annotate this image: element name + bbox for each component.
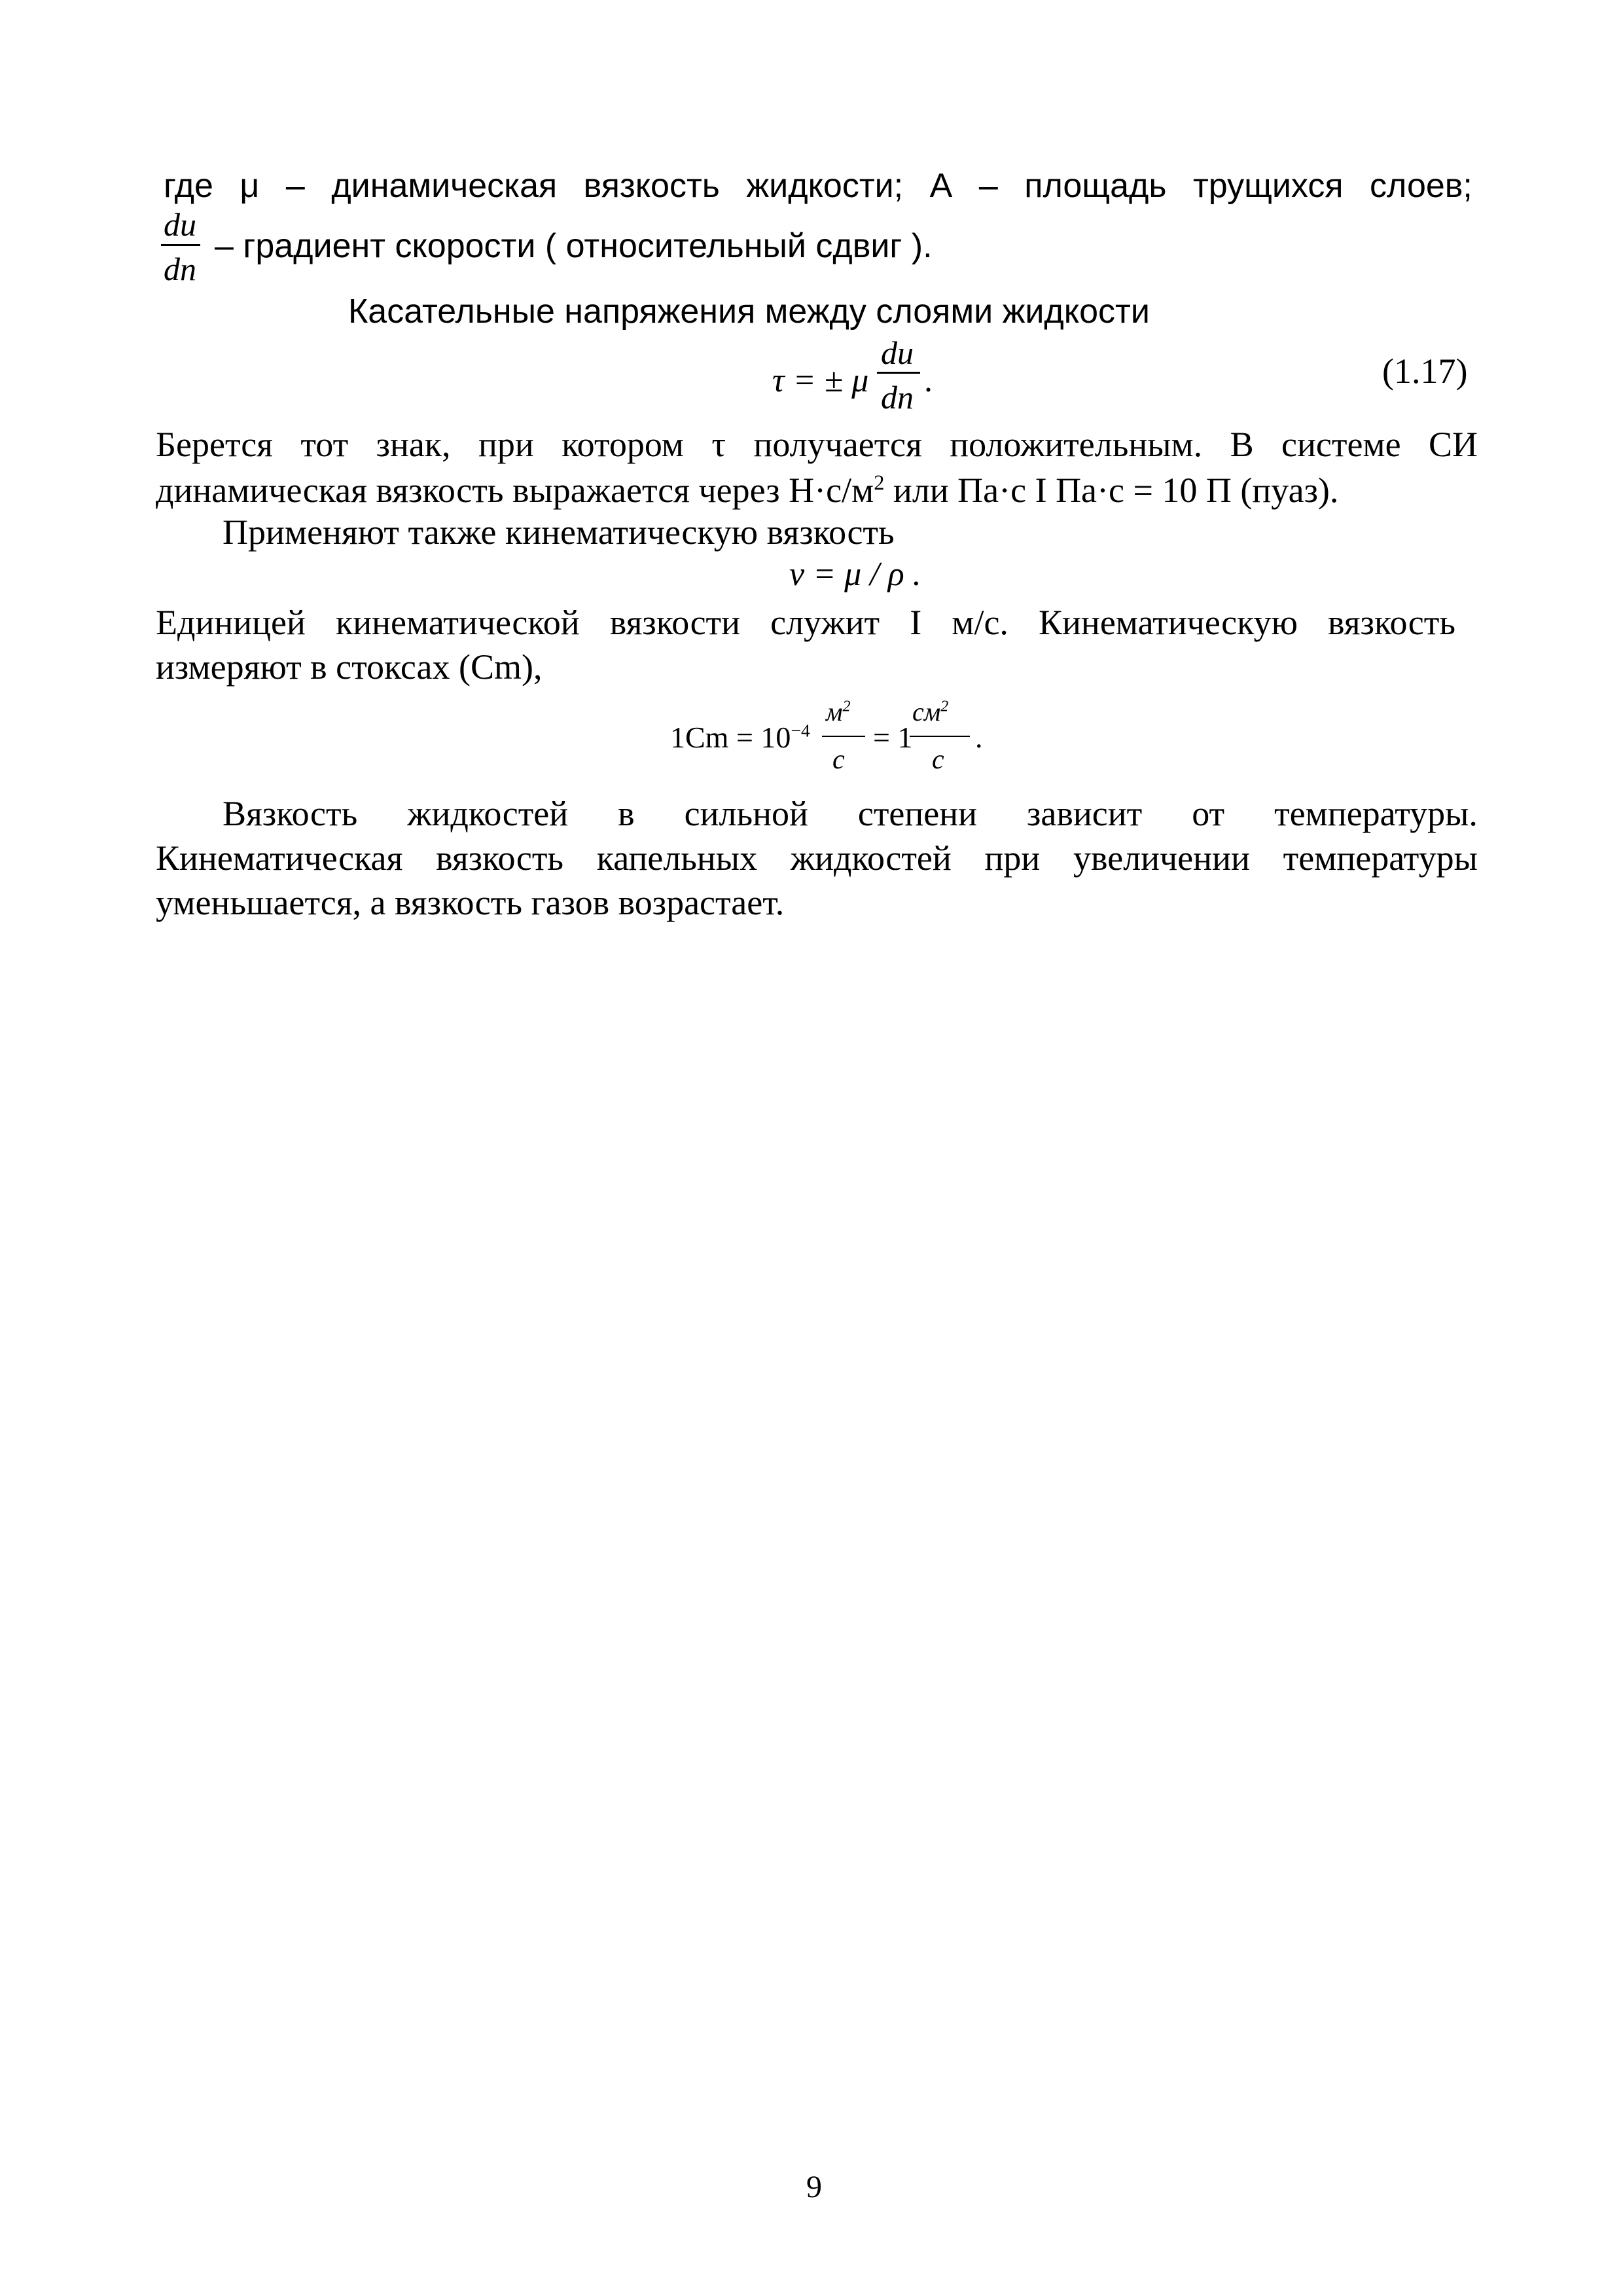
stokes-frac1-num: $м^2$ xyxy=(826,697,851,726)
temp-para-line2 xyxy=(156,840,1478,876)
stokes-line: измеряют в стоксах (Cm), xyxy=(156,647,543,687)
sign-line-word: τ xyxy=(711,425,726,464)
temp-para-2-word: жидкостей xyxy=(790,838,952,878)
temp-para-1-word: сильной xyxy=(684,794,808,833)
unit-line-word: Единицей xyxy=(156,603,306,642)
mu-definition-word: вязкость xyxy=(583,167,720,205)
temp-para-2-word: вязкость xyxy=(436,838,564,878)
si-units-text-1: динамическая вязкость выражается через Н·с/м xyxy=(156,471,874,510)
mu-definition-word: А xyxy=(929,167,953,205)
gradient-denominator: dn xyxy=(164,251,196,287)
temp-para-2-word: Кинематическая xyxy=(156,838,403,878)
temp-para-1-word: зависит xyxy=(1027,794,1143,833)
temp-para-1-word: степени xyxy=(857,794,978,833)
gradient-numerator: du xyxy=(164,206,196,243)
sign-line-word: системе xyxy=(1281,425,1401,464)
sign-line-word: СИ xyxy=(1428,425,1478,464)
mu-definition-line xyxy=(164,169,1472,203)
si-units-line xyxy=(156,473,1338,508)
temp-para-line3: уменьшается, а вязкость газов возрастает. xyxy=(156,883,785,922)
sign-line-word: положительным. xyxy=(950,425,1203,464)
sign-line-word: знак, xyxy=(376,425,451,464)
kinematic-intro: Применяют также кинематическую вязкость xyxy=(223,512,895,552)
mu-definition-word: жидкости; xyxy=(746,167,904,205)
sign-line-word: В xyxy=(1230,425,1254,464)
unit-line-word: служит xyxy=(770,603,880,642)
unit-line-word: м/с. xyxy=(952,603,1008,642)
mu-definition-word: где xyxy=(164,167,213,205)
mu-definition-word: динамическая xyxy=(331,167,558,205)
sign-line-word: Берется xyxy=(156,425,274,464)
eq117-denominator: dn xyxy=(881,379,914,416)
temp-para-1-word: от xyxy=(1192,794,1225,833)
equation-number: (1.17) xyxy=(1382,351,1468,391)
mu-definition-word: слоев; xyxy=(1370,167,1472,205)
mu-definition-word: – xyxy=(978,167,998,205)
unit-line xyxy=(156,605,1455,640)
eq117-dot: . xyxy=(924,362,933,399)
temp-para-1-word: в xyxy=(618,794,635,833)
stokes-frac2-den: с xyxy=(932,745,944,775)
nu-formula: ν = μ / ρ . xyxy=(789,556,921,593)
unit-line-word: кинематической xyxy=(336,603,580,642)
page-number: 9 xyxy=(806,2170,822,2204)
temp-para-1-word: температуры. xyxy=(1274,794,1478,833)
sign-line-word: получается xyxy=(753,425,922,464)
temp-para-2-word: при xyxy=(984,838,1041,878)
si-units-sup: 2 xyxy=(874,471,885,495)
stokes-eq1: = 1 xyxy=(873,721,913,754)
gradient-definition: – градиент скорости ( относительный сдвиг ). xyxy=(215,227,933,265)
tangential-stress-intro: Касательные напряжения между слоями жидкости xyxy=(348,293,1150,331)
stokes-lhs: $1Cm = 10^{-4}$ xyxy=(670,720,810,754)
mu-definition-word: – xyxy=(285,167,305,205)
temp-para-1-word: Вязкость xyxy=(223,794,358,833)
si-units-text-2: или Па·с I Па·с = 10 П (пуаз). xyxy=(884,471,1339,510)
eq117-lhs: τ = ± μ xyxy=(772,362,869,399)
sign-line xyxy=(156,427,1478,462)
unit-line-word: Кинематическую xyxy=(1039,603,1298,642)
mu-definition-word: трущихся xyxy=(1192,167,1344,205)
stokes-frac2-num: $см^2$ xyxy=(912,697,949,726)
sign-line-word: котором xyxy=(562,425,684,464)
unit-line-word: I xyxy=(910,603,922,642)
temp-para-2-word: температуры xyxy=(1283,838,1478,878)
temp-para-2-word: капельных xyxy=(596,838,758,878)
unit-line-word: вязкости xyxy=(609,603,741,642)
mu-definition-word: μ xyxy=(240,167,260,205)
sign-line-word: тот xyxy=(300,425,349,464)
unit-line-word: вязкость xyxy=(1328,603,1455,642)
stokes-dot: . xyxy=(975,721,983,754)
sign-line-word: при xyxy=(478,425,534,464)
temp-para-line1 xyxy=(223,796,1478,831)
temp-para-2-word: увеличении xyxy=(1073,838,1250,878)
eq117-numerator: du xyxy=(881,334,914,371)
mu-definition-word: площадь xyxy=(1024,167,1167,205)
stokes-frac1-den: с xyxy=(832,745,845,775)
temp-para-1-word: жидкостей xyxy=(407,794,569,833)
